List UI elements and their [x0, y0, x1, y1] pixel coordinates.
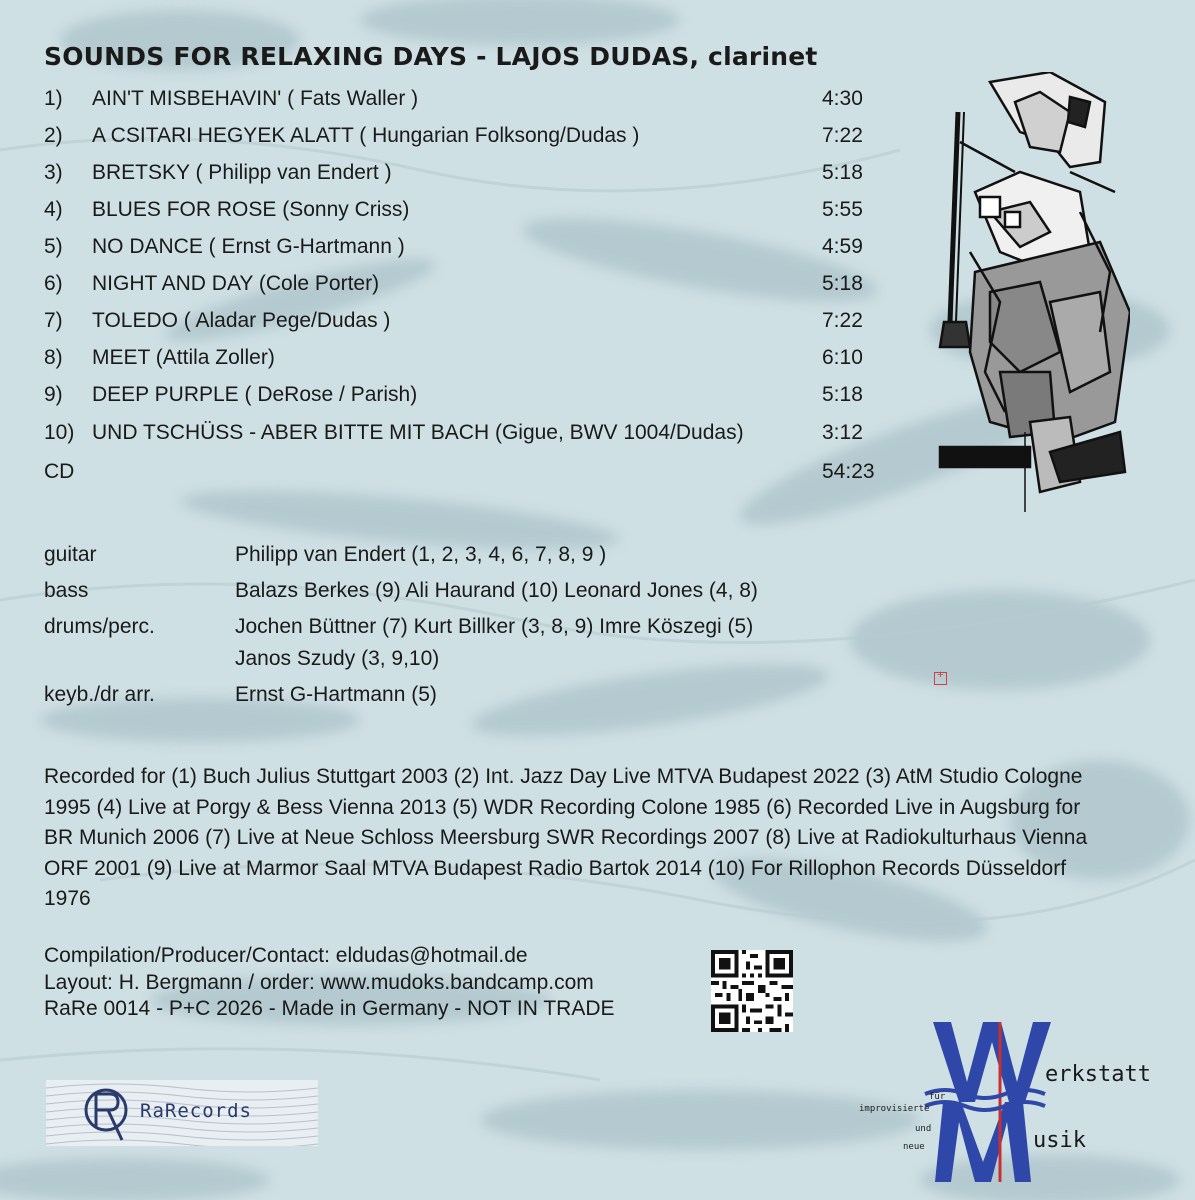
werkstatt-logo [855, 1022, 1151, 1182]
track-duration: 5:18 [822, 383, 863, 406]
personnel-role: guitar [44, 543, 97, 566]
personnel-names: Balazs Berkes (9) Ali Haurand (10) Leonard Jones (4, 8) [235, 579, 758, 602]
track-number: 9) [44, 383, 63, 406]
track-number: 2) [44, 124, 63, 147]
personnel-names: Ernst G-Hartmann (5) [235, 683, 437, 706]
personnel-role: drums/perc. [44, 615, 155, 638]
track-title: BLUES FOR ROSE (Sonny Criss) [92, 198, 410, 221]
track-duration: 5:18 [822, 272, 863, 295]
recording-notes: Recorded for (1) Buch Julius Stuttgart 2003 (2) Int. Jazz Day Live MTVA Budapest 2022 (3) AtM Studio Cologne 1995 (4) Live at Porgy & Bess Vienna 2013 (5) WDR Recording Colone 1985 (6) Recorded Live in Augsburg for BR Munich 2006 (7) Live at Neue Schloss Meersburg SWR Recordings 2007 (8) Live at Radiokulturhaus Vienna ORF 2001 (9) Live at Marmor Saal MTVA Budapest Radio Bartok 2014 (10) For Rillophon Records Düsseldorf 1976 [44, 765, 1088, 910]
track-number: 10) [44, 421, 75, 444]
track-number: 5) [44, 235, 63, 258]
werkstatt-subline: für [929, 1092, 946, 1102]
track-title: DEEP PURPLE ( DeRose / Parish) [92, 383, 418, 406]
musik-word: usik [1033, 1128, 1086, 1153]
track-number: 4) [44, 198, 63, 221]
track-title: A CSITARI HEGYEK ALATT ( Hungarian Folksong/Dudas ) [92, 124, 640, 147]
track-number: 8) [44, 346, 63, 369]
track-duration: 5:18 [822, 161, 863, 184]
werkstatt-subline: und [915, 1124, 932, 1134]
rarecords-label: RaRecords [140, 1100, 252, 1122]
catalog-line: RaRe 0014 - P+C 2026 - Made in Germany - NOT IN TRADE [44, 997, 615, 1020]
clarinetist-artwork [930, 72, 1130, 517]
track-title: UND TSCHÜSS - ABER BITTE MIT BACH (Gigue, BWV 1004/Dudas) [92, 421, 744, 444]
track-duration: 7:22 [822, 124, 863, 147]
small-red-marker: + [934, 672, 947, 685]
personnel-names: Philipp van Endert (1, 2, 3, 4, 6, 7, 8, 9 ) [235, 543, 607, 566]
track-number: 6) [44, 272, 63, 295]
personnel-names: Janos Szudy (3, 9,10) [235, 647, 440, 670]
track-number: 1) [44, 87, 63, 110]
track-duration: 5:55 [822, 198, 863, 221]
personnel-role: bass [44, 579, 89, 602]
track-duration: 6:10 [822, 346, 863, 369]
layout-line: Layout: H. Bergmann / order: www.mudoks.bandcamp.com [44, 970, 594, 994]
cd-label: CD [44, 460, 75, 483]
track-title: NIGHT AND DAY (Cole Porter) [92, 272, 380, 295]
track-duration: 4:30 [822, 87, 863, 110]
track-number: 7) [44, 309, 63, 332]
track-title: MEET (Attila Zoller) [92, 346, 275, 369]
werkstatt-subline: improvisierte [859, 1104, 930, 1114]
credits-block [44, 943, 615, 1023]
werkstatt-subline: neue [903, 1142, 925, 1152]
contact-line: Compilation/Producer/Contact: eldudas@hotmail.de [44, 944, 528, 967]
rarecords-logo [46, 1080, 318, 1146]
track-title: AIN'T MISBEHAVIN' ( Fats Waller ) [92, 87, 419, 110]
track-title: BRETSKY ( Philipp van Endert ) [92, 161, 392, 184]
qr-code [710, 950, 794, 1032]
personnel-role: keyb./dr arr. [44, 683, 155, 706]
track-number: 3) [44, 161, 63, 184]
album-title: SOUNDS FOR RELAXING DAYS - LAJOS DUDAS, clarinet [44, 42, 818, 71]
werkstatt-wm-graphic [855, 1022, 1135, 1182]
werkstatt-word: erkstatt [1045, 1062, 1151, 1087]
track-duration: 7:22 [822, 309, 863, 332]
track-duration: 3:12 [822, 421, 863, 444]
track-title: TOLEDO ( Aladar Pege/Dudas ) [92, 309, 391, 332]
cd-total-duration: 54:23 [822, 460, 875, 483]
track-duration: 4:59 [822, 235, 863, 258]
personnel-names: Jochen Büttner (7) Kurt Billker (3, 8, 9) Imre Köszegi (5) [235, 615, 754, 638]
track-title: NO DANCE ( Ernst G-Hartmann ) [92, 235, 405, 258]
